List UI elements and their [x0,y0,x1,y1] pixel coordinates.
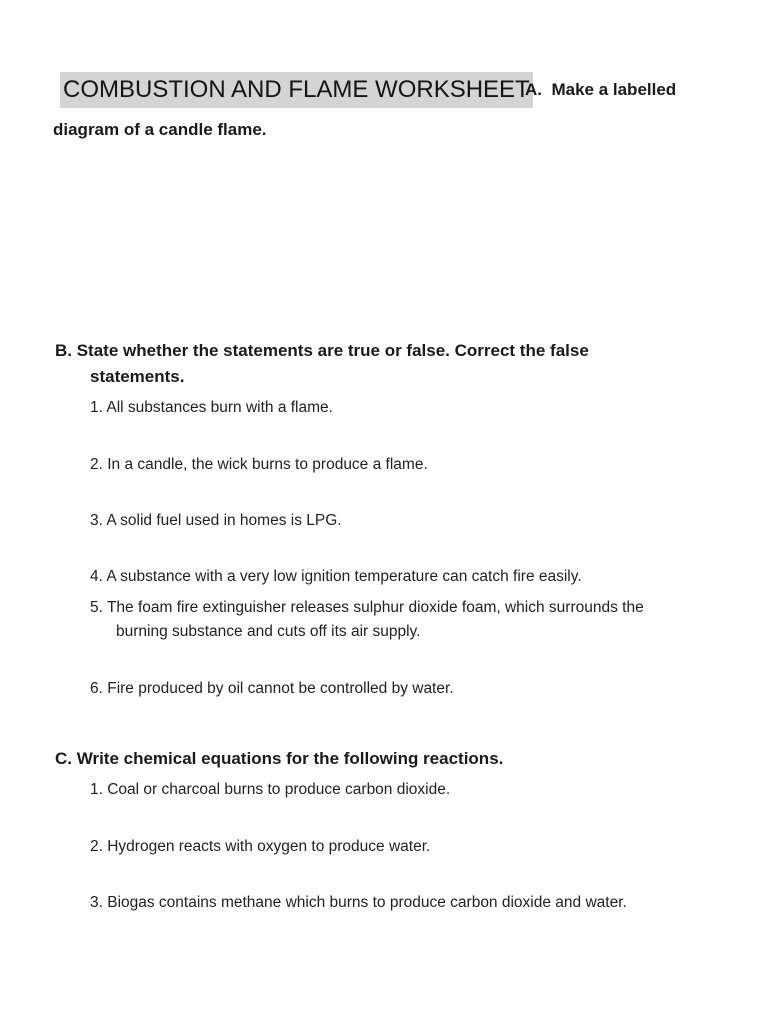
section-c-item-1: 1. Coal or charcoal burns to produce carbon dioxide. [90,781,451,798]
section-c-heading: C. Write chemical equations for the following reactions. [55,749,504,768]
section-c-item-3: 3. Biogas contains methane which burns to produce carbon dioxide and water. [90,894,627,911]
section-c-item-2: 2. Hydrogen reacts with oxygen to produce water. [90,838,431,855]
section-b-item-3: 3. A solid fuel used in homes is LPG. [90,512,342,529]
section-a-text-line1: Make a labelled [551,80,677,99]
section-b-item-2: 2. In a candle, the wick burns to produce a flame. [90,456,428,473]
section-b-item-6: 6. Fire produced by oil cannot be controlled by water. [90,680,454,697]
section-a-text-line2: diagram of a candle flame. [53,120,267,139]
section-b-item-5: 5. The foam fire extinguisher releases sulphur dioxide foam, which surrounds the [90,599,644,616]
worksheet-title: COMBUSTION AND FLAME WORKSHEET [60,72,533,108]
section-b-item-4: 4. A substance with a very low ignition temperature can catch fire easily. [90,568,582,585]
section-b-heading-cont: statements. [90,367,185,386]
section-a-heading [525,80,676,100]
section-b-heading: B. State whether the statements are true or false. Correct the false [55,341,589,360]
section-b-item-1: 1. All substances burn with a flame. [90,399,333,416]
section-a-marker: A. [525,80,542,99]
section-b-item-5-cont: burning substance and cuts off its air supply. [116,623,421,640]
